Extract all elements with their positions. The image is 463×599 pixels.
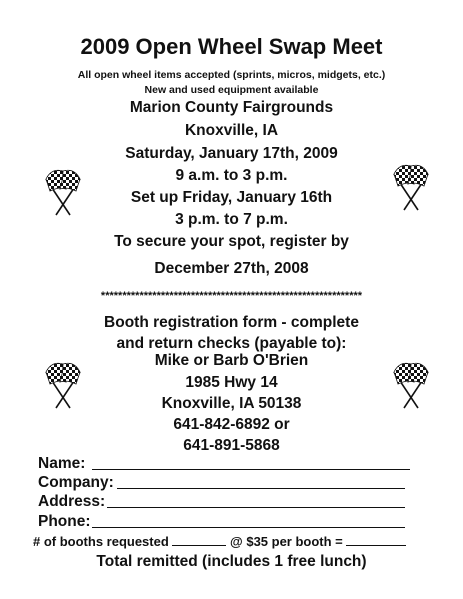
register-deadline: December 27th, 2008 <box>154 260 309 277</box>
booths-total-field[interactable] <box>346 535 406 546</box>
phone-label: Phone: <box>38 513 91 530</box>
address-field[interactable] <box>107 507 405 508</box>
phone-field[interactable] <box>92 527 405 528</box>
name-field[interactable] <box>92 469 410 470</box>
booth-form-line-2: and return checks (payable to): <box>116 335 347 352</box>
booths-row <box>33 534 406 549</box>
price-label: @ $35 per booth = <box>230 534 343 549</box>
total-remitted: Total remitted (includes 1 free lunch) <box>96 553 367 570</box>
city: Knoxville, IA <box>184 122 279 139</box>
equipment-note: New and used equipment available <box>144 84 319 96</box>
page-title: 2009 Open Wheel Swap Meet <box>80 34 383 59</box>
booths-label: # of booths requested <box>33 534 169 549</box>
event-hours: 9 a.m. to 3 p.m. <box>175 167 288 184</box>
event-date: Saturday, January 17th, 2009 <box>125 145 338 162</box>
company-field[interactable] <box>117 488 405 489</box>
booths-count-field[interactable] <box>172 535 226 546</box>
name-label: Name: <box>38 455 86 472</box>
company-label: Company: <box>38 474 114 491</box>
contact-city-zip: Knoxville, IA 50138 <box>161 395 302 412</box>
checkered-flags-icon <box>384 160 438 212</box>
checkered-flags-icon <box>36 165 90 217</box>
venue: Marion County Fairgrounds <box>129 99 334 116</box>
contact-address: 1985 Hwy 14 <box>185 374 278 391</box>
checkered-flags-icon <box>36 358 90 410</box>
register-text: To secure your spot, register by <box>114 233 349 250</box>
star-divider: ************************************************************* <box>100 290 363 302</box>
address-label: Address: <box>38 493 106 510</box>
setup-date: Set up Friday, January 16th <box>130 189 333 206</box>
items-accepted-note: All open wheel items accepted (sprints, micros, midgets, etc.) <box>77 69 386 81</box>
contact-phone-1: 641-842-6892 or <box>173 416 290 433</box>
contact-name: Mike or Barb O'Brien <box>154 352 309 369</box>
setup-hours: 3 p.m. to 7 p.m. <box>175 211 288 228</box>
contact-phone-2: 641-891-5868 <box>183 437 280 454</box>
booth-form-line-1: Booth registration form - complete <box>104 314 359 331</box>
checkered-flags-icon <box>384 358 438 410</box>
